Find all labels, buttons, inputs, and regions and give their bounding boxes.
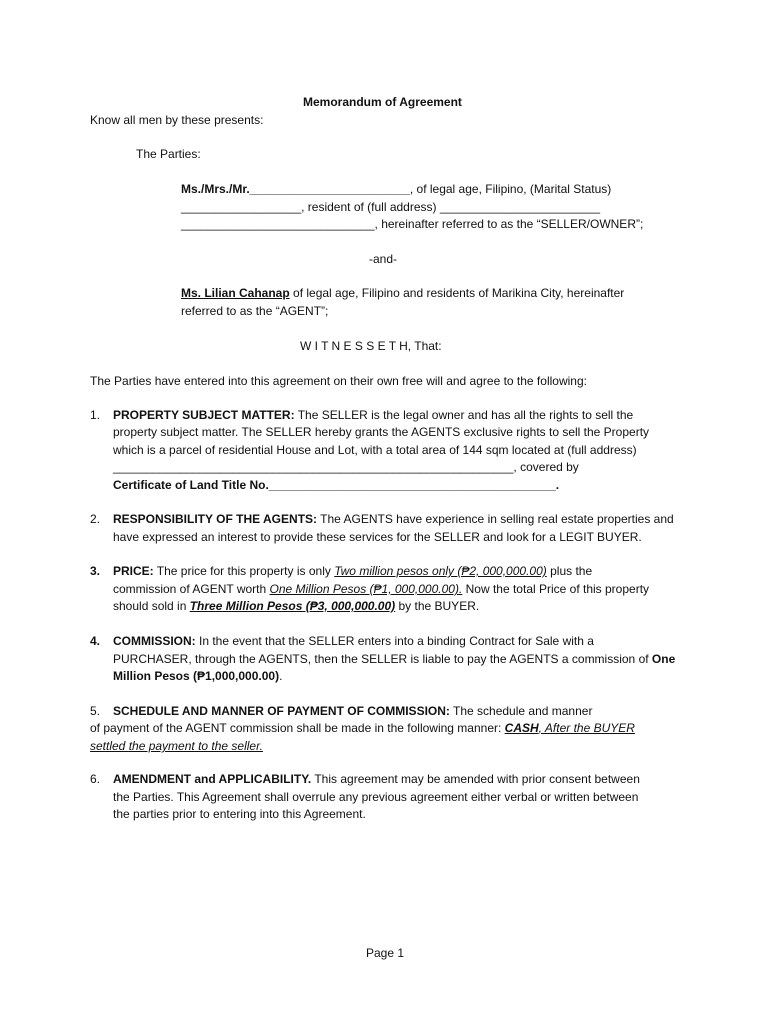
item-2-heading: RESPONSIBILITY OF THE AGENTS:: [113, 512, 318, 526]
item-4-line-1: [113, 632, 594, 650]
agent-name: Ms. Lilian Cahanap: [181, 286, 290, 300]
item-3-commission: One Million Pesos (₱1, 000,000.00).: [269, 582, 463, 596]
item-4-period: .: [279, 669, 283, 683]
item-5-line-2: [90, 719, 635, 737]
seller-line-1: [181, 180, 611, 198]
seller-line-1-rest: , of legal age, Filipino, (Marital Status): [409, 182, 612, 196]
item-5-line-1-rest: The schedule and manner: [449, 704, 593, 718]
item-4-amount-start: One: [651, 652, 676, 666]
item-4-line-2: [113, 650, 675, 668]
seller-line-3: _____________________________, hereinafter referred to as the “SELLER/OWNER”;: [181, 217, 644, 231]
item-4-line-3: [113, 667, 282, 685]
item-1-number: 1.: [90, 408, 101, 422]
page-number-footer: Page 1: [366, 946, 405, 960]
item-3-heading: PRICE:: [113, 564, 154, 578]
intro-paragraph: The Parties have entered into this agreement on their own free will and agree to the following:: [90, 374, 587, 388]
item-6-line-1-rest: This agreement may be amended with prior consent between: [311, 772, 640, 786]
item-1-line-1: [113, 406, 633, 424]
item-6-heading: AMENDMENT and APPLICABILITY.: [113, 772, 312, 786]
item-3-text-c: commission of AGENT worth: [113, 582, 270, 596]
item-4-line-1-rest: In the event that the SELLER enters into a binding Contract for Sale with a: [195, 634, 594, 648]
seller-name-blank: Ms./Mrs./Mr.________________________: [181, 182, 410, 196]
agent-line-2: referred to as the “AGENT”;: [181, 304, 329, 318]
item-3-line-2: [113, 580, 649, 598]
item-3-line-3: [113, 597, 479, 615]
item-6-line-1: [113, 770, 640, 788]
item-3-text-f: by the BUYER.: [395, 599, 480, 613]
item-5-text-a: of payment of the AGENT commission shall be made in the following manner:: [90, 721, 505, 735]
item-5-number: 5.: [90, 704, 101, 718]
item-2-line-1-rest: The AGENTS have experience in selling real estate properties and: [317, 512, 674, 526]
document-title: Memorandum of Agreement: [303, 95, 462, 109]
item-1-line-5: Certificate of Land Title No.___________________________________________.: [113, 478, 560, 492]
item-6-line-3: the parties prior to entering into this Agreement.: [113, 807, 366, 821]
item-2-line-1: [113, 510, 674, 528]
item-5-line-3: settled the payment to the seller.: [90, 739, 263, 753]
witnesseth-heading: W I T N E S S E T H, That:: [300, 339, 442, 353]
and-separator: -and-: [369, 252, 398, 266]
item-5-heading: SCHEDULE AND MANNER OF PAYMENT OF COMMISSION:: [113, 704, 450, 718]
agent-line-1: [181, 284, 624, 302]
item-1-line-1-rest: The SELLER is the legal owner and has all the rights to sell the: [294, 408, 634, 422]
item-1-line-2: property subject matter. The SELLER hereby grants the AGENTS exclusive rights to sell the Property: [113, 425, 650, 439]
item-4-amount: Million Pesos (₱1,000,000.00): [113, 669, 280, 683]
item-1-line-4: ____________________________________________________________, covered by: [113, 460, 579, 474]
item-3-total: Three Million Pesos (₱3, 000,000.00): [189, 599, 396, 613]
item-3-number: 3.: [90, 564, 101, 578]
item-2-line-2: have expressed an interest to provide these services for the SELLER and look for a LEGIT BUYER.: [113, 530, 642, 544]
know-all-line: Know all men by these presents:: [90, 113, 264, 127]
item-3-text-a: The price for this property is only: [153, 564, 335, 578]
item-3-text-b: plus the: [546, 564, 593, 578]
agent-line-1-rest: of legal age, Filipino and residents of Marikina City, hereinafter: [289, 286, 625, 300]
item-5-cash: CASH: [504, 721, 539, 735]
item-4-text: PURCHASER, through the AGENTS, then the SELLER is liable to pay the AGENTS a commission of: [113, 652, 652, 666]
item-5-line-1: [113, 702, 592, 720]
item-1-heading: PROPERTY SUBJECT MATTER:: [113, 408, 295, 422]
item-4-heading: COMMISSION:: [113, 634, 196, 648]
item-3-line-1: [113, 562, 592, 580]
item-3-text-d: Now the total Price of this property: [462, 582, 650, 596]
parties-heading: The Parties:: [136, 147, 201, 161]
item-3-text-e: should sold in: [113, 599, 190, 613]
item-2-number: 2.: [90, 512, 101, 526]
item-6-number: 6.: [90, 772, 101, 786]
item-4-number: 4.: [90, 634, 101, 648]
item-3-price: Two million pesos only (₱2, 000,000.00): [334, 564, 547, 578]
item-5-text-b: , After the BUYER: [538, 721, 635, 735]
item-6-line-2: the Parties. This Agreement shall overrule any previous agreement either verbal or written between: [113, 790, 639, 804]
item-1-line-3: which is a parcel of residential House and Lot, with a total area of 144 sqm located at (full address): [113, 443, 637, 457]
seller-line-2: __________________, resident of (full address) ________________________: [181, 200, 601, 214]
